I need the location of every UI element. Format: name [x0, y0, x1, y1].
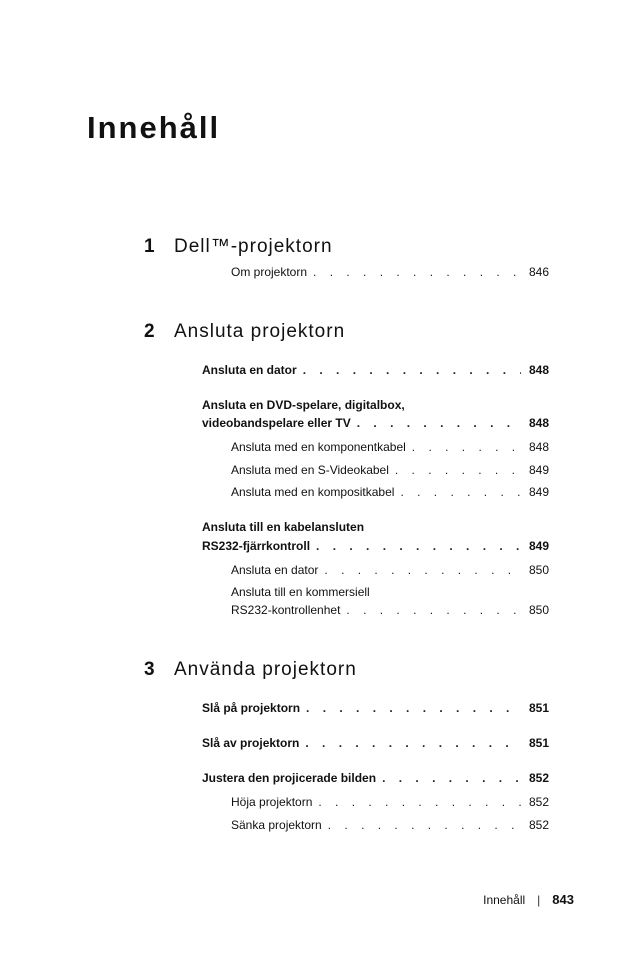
chapter-title: Ansluta projektorn	[174, 321, 346, 342]
chapter-heading	[144, 658, 357, 682]
toc-entry-page: 850	[528, 603, 549, 617]
footer-section-label: Innehåll	[483, 893, 526, 907]
toc-entry-label-line1[interactable]: Ansluta till en kabelansluten	[202, 520, 365, 534]
footer-page-number: 843	[552, 892, 574, 907]
toc-entry[interactable]	[231, 601, 549, 619]
dot-leader	[306, 699, 521, 717]
dot-leader	[346, 601, 521, 619]
toc-entry-label: Ansluta med en kompositkabel	[231, 485, 395, 499]
dot-leader	[328, 816, 521, 834]
toc-entry-page: 849	[528, 463, 549, 477]
toc-entry-label: Om projektorn	[231, 265, 308, 279]
chapter-heading	[144, 320, 345, 344]
toc-entry-page: 851	[528, 736, 549, 750]
toc-entry-page: 852	[528, 771, 549, 785]
toc-entry[interactable]	[231, 793, 549, 811]
dot-leader	[324, 561, 521, 579]
toc-entry[interactable]	[231, 561, 549, 579]
toc-entry-label: Ansluta med en S-Videokabel	[231, 463, 389, 477]
dot-leader	[357, 414, 521, 432]
toc-entry-label: RS232-fjärrkontroll	[202, 539, 311, 553]
dot-leader	[316, 537, 521, 555]
toc-entry-page: 850	[528, 563, 549, 577]
toc-entry-label: Ansluta en dator	[202, 363, 297, 377]
toc-entry[interactable]	[231, 263, 549, 281]
dot-leader	[303, 361, 521, 379]
dot-leader	[382, 769, 521, 787]
page-footer	[483, 891, 574, 909]
toc-entry-label-line1[interactable]: Ansluta till en kommersiell	[231, 585, 370, 599]
toc-entry-page: 852	[528, 818, 549, 832]
toc-entry[interactable]	[231, 816, 549, 834]
toc-entry[interactable]	[231, 461, 549, 479]
chapter-number: 2	[144, 321, 156, 342]
toc-entry-page: 852	[528, 795, 549, 809]
chapter-number: 1	[144, 236, 156, 257]
toc-entry-page: 851	[528, 701, 549, 715]
chapter-title: Använda projektorn	[174, 659, 357, 680]
toc-entry-page: 846	[528, 265, 549, 279]
toc-entry-label: Höja projektorn	[231, 795, 313, 809]
toc-entry-label: videobandspelare eller TV	[202, 416, 351, 430]
toc-entry-label: RS232-kontrollenhet	[231, 603, 341, 617]
dot-leader	[313, 263, 521, 281]
dot-leader	[305, 734, 521, 752]
toc-entry-page: 849	[528, 485, 549, 499]
toc-entry[interactable]	[202, 361, 549, 379]
dot-leader	[318, 793, 521, 811]
toc-entry[interactable]	[231, 438, 549, 456]
toc-entry-page: 848	[528, 440, 549, 454]
toc-entry-page: 848	[528, 363, 549, 377]
toc-entry-label: Justera den projicerade bilden	[202, 771, 377, 785]
toc-entry[interactable]	[202, 537, 549, 555]
toc-entry-label: Slå av projektorn	[202, 736, 300, 750]
toc-entry-label: Ansluta en dator	[231, 563, 319, 577]
toc-entry[interactable]	[231, 483, 549, 501]
dot-leader	[412, 438, 521, 456]
chapter-number: 3	[144, 659, 156, 680]
toc-entry-label: Ansluta med en komponentkabel	[231, 440, 406, 454]
toc-entry-label: Slå på projektorn	[202, 701, 301, 715]
toc-entry[interactable]	[202, 699, 549, 717]
toc-entry[interactable]	[202, 734, 549, 752]
toc-entry[interactable]	[202, 769, 549, 787]
chapter-heading	[144, 235, 333, 259]
toc-entry-label: Sänka projektorn	[231, 818, 322, 832]
toc-entry-page: 849	[528, 539, 549, 553]
footer-separator: |	[537, 893, 541, 907]
toc-entry-page: 848	[528, 416, 549, 430]
page-title: Innehåll	[87, 110, 221, 145]
toc-entry-label-line1[interactable]: Ansluta en DVD-spelare, digitalbox,	[202, 398, 405, 412]
toc-entry[interactable]	[202, 414, 549, 432]
dot-leader	[400, 483, 521, 501]
chapter-title: Dell™-projektorn	[174, 236, 333, 257]
dot-leader	[395, 461, 521, 479]
